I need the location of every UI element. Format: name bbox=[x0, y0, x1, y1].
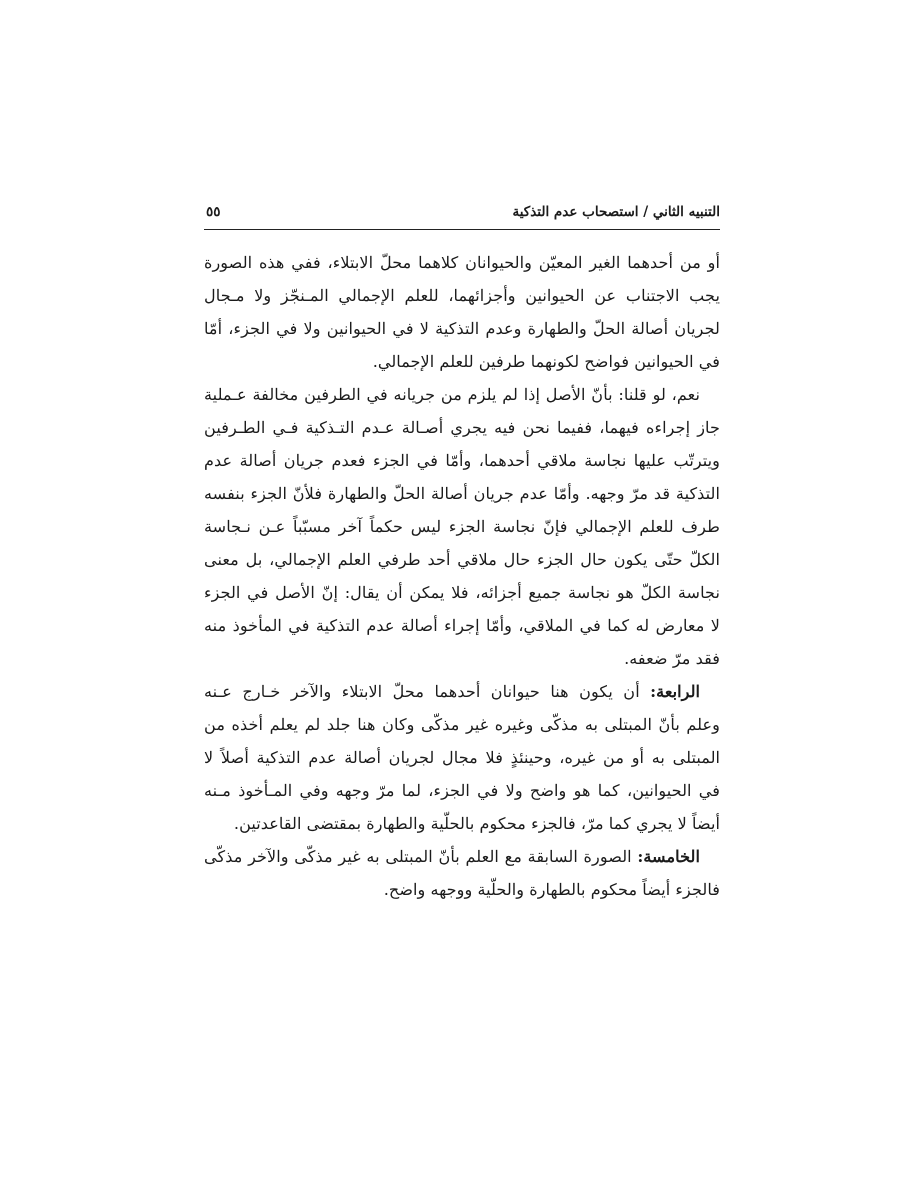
text-line: جاز إجراءه فيهما، ففيما نحن فيه يجري أصـالة عـدم التـذكية فـي الطـرفين bbox=[204, 418, 720, 437]
fifth-label: الخامسة: bbox=[637, 847, 700, 866]
text-line: في الحيوانين فواضح لكونهما طرفين للعلم الإجمالي. bbox=[372, 352, 720, 371]
chapter-title: التنبيه الثاني / استصحاب عدم التذكية bbox=[512, 204, 720, 220]
running-header bbox=[204, 204, 720, 226]
body-text bbox=[204, 246, 720, 906]
header-rule bbox=[204, 229, 720, 230]
text-line: أن يكون هنا حيوانان أحدهما محلّ الابتلاء والآخر خـارج عـنه bbox=[204, 682, 640, 701]
text-line: أيضاً لا يجري كما مرّ، فالجزء محكوم بالحلّية والطهارة بمقتضى القاعدتين. bbox=[233, 814, 720, 833]
text-line: وعلم بأنّ المبتلى به مذكّى وغيره غير مذكّى وكان هنا جلد لم يعلم أخذه من bbox=[204, 715, 720, 734]
text-line: التذكية قد مرّ وجهه. وأمّا عدم جريان أصالة الحلّ والطهارة فلأنّ الجزء بنفسه bbox=[204, 484, 720, 503]
text-line: أو من أحدهما الغير المعيّن والحيوانان كلاهما محلّ الابتلاء، ففي هذه الصورة bbox=[204, 253, 720, 272]
text-line: نجاسة الكلّ هو نجاسة جميع أجزائه، فلا يمكن أن يقال: إنّ الأصل في الجزء bbox=[204, 583, 720, 602]
paragraph-fifth-first-line bbox=[204, 840, 720, 873]
text-line: في الحيوانين، كما هو واضح ولا في الجزء، لما مرّ وجهه وفي المـأخوذ مـنه bbox=[204, 781, 720, 800]
text-line: الصورة السابقة مع العلم بأنّ المبتلى به غير مذكّى والآخر مذكّى bbox=[204, 847, 632, 866]
paragraph-fourth-first-line bbox=[204, 675, 720, 708]
text-line: الكلّ حتّى يكون حال الجزء حال ملاقي أحد طرفي العلم الإجمالي، بل معنى bbox=[204, 550, 720, 569]
text-line: طرف للعلم الإجمالي فإنّ نجاسة الجزء ليس حكماً آخر مسبّباً عـن نـجاسة bbox=[204, 517, 720, 536]
text-line: ويترتّب عليها نجاسة ملاقي أحدهما، وأمّا في الجزء فعدم جريان أصالة عدم bbox=[204, 451, 720, 470]
text-line: نعم، لو قلنا: بأنّ الأصل إذا لم يلزم من جريانه في الطرفين مخالفة عـملية bbox=[204, 385, 700, 404]
text-line: فالجزء أيضاً محكوم بالطهارة والحلّية ووجهه واضح. bbox=[383, 880, 720, 899]
text-line: فقد مرّ ضعفه. bbox=[624, 649, 720, 668]
text-line: المبتلى به أو من غيره، وحينئذٍ فلا مجال لجريان أصالة عدم التذكية أصلاً لا bbox=[204, 748, 720, 767]
text-line: يجب الاجتناب عن الحيوانين وأجزائهما، للعلم الإجمالي المـنجّز ولا مـجال bbox=[204, 286, 720, 305]
text-line: لجريان أصالة الحلّ والطهارة وعدم التذكية لا في الحيوانين ولا في الجزء، أمّا bbox=[204, 319, 720, 338]
fourth-label: الرابعة: bbox=[650, 682, 700, 701]
page-number: ٥٥ bbox=[206, 204, 221, 220]
text-line: لا معارض له كما في الملاقي، وأمّا إجراء أصالة عدم التذكية في المأخوذ منه bbox=[204, 616, 720, 635]
book-page bbox=[204, 204, 720, 899]
